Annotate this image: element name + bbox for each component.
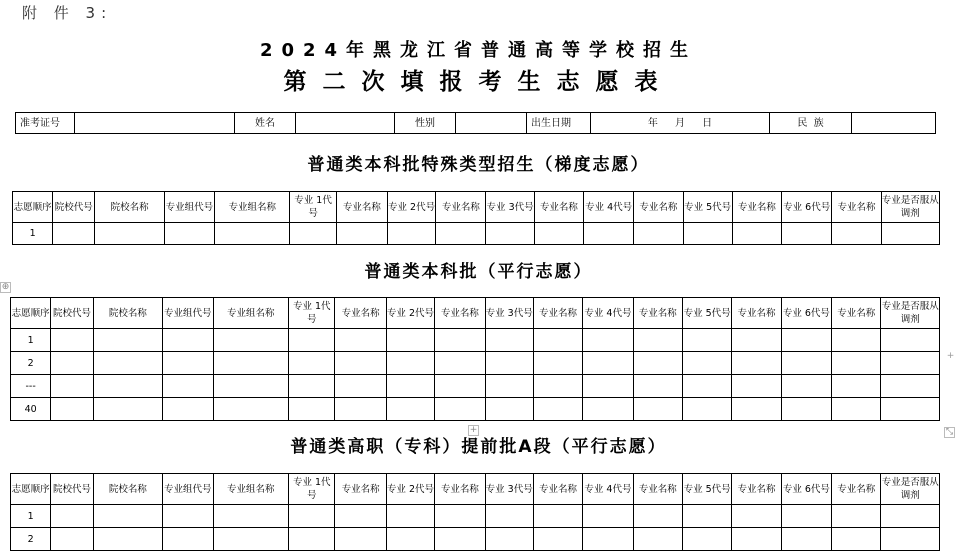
column-header-major4-code: 专业 4代号 xyxy=(583,192,633,223)
add-row-icon[interactable]: + xyxy=(469,425,478,435)
volunteer-table-undergrad-parallel xyxy=(10,297,940,421)
cell-school-name[interactable] xyxy=(93,375,163,398)
cell-major2-code[interactable] xyxy=(386,398,434,421)
column-header-major4-code: 专业 4代号 xyxy=(583,474,633,505)
table-row xyxy=(11,329,940,352)
cell-major2-name[interactable] xyxy=(435,505,485,528)
cell-major1-name[interactable] xyxy=(335,528,386,551)
cell-major1-code[interactable] xyxy=(289,352,335,375)
cell-school-code[interactable] xyxy=(51,505,93,528)
cell-group-name[interactable] xyxy=(213,505,289,528)
column-header-group-code: 专业组代号 xyxy=(163,298,213,329)
column-header-major2-code: 专业 2代号 xyxy=(386,298,434,329)
column-header-accept-adjust: 专业是否服从调剂 xyxy=(881,298,940,329)
cell-major3-name[interactable] xyxy=(533,505,582,528)
cell-group-code[interactable] xyxy=(163,352,213,375)
cell-major2-name[interactable] xyxy=(435,375,485,398)
cell-major3-code[interactable] xyxy=(485,375,533,398)
cell-major6-code[interactable] xyxy=(781,352,831,375)
column-header-school-code: 院校代号 xyxy=(51,474,93,505)
section-title-undergrad-parallel: 普通类本科批（平行志愿） xyxy=(364,262,593,282)
column-header-accept-adjust: 专业是否服从调剂 xyxy=(881,474,940,505)
cell-school-name[interactable] xyxy=(95,223,164,245)
cell-major5-name[interactable] xyxy=(732,375,781,398)
column-header-major5-code: 专业 5代号 xyxy=(683,192,732,223)
cell-major4-code[interactable] xyxy=(583,352,633,375)
cell-accept-adjust[interactable] xyxy=(881,352,940,375)
cell-major3-name[interactable] xyxy=(533,398,582,421)
cell-school-name[interactable] xyxy=(93,505,163,528)
column-header-major3-code: 专业 3代号 xyxy=(486,192,534,223)
cell-school-name[interactable] xyxy=(93,398,163,421)
cell-school-code[interactable] xyxy=(51,329,93,352)
row-order-number: 1 xyxy=(13,223,53,245)
column-header-major4-name: 专业名称 xyxy=(633,298,682,329)
column-header-major4-code: 专业 4代号 xyxy=(583,298,633,329)
cell-major1-code[interactable] xyxy=(289,398,335,421)
cell-school-code[interactable] xyxy=(53,223,95,245)
row-order-number: 2 xyxy=(11,352,51,375)
cell-major5-name[interactable] xyxy=(732,329,781,352)
title-line-1: 2024年黑龙江省普通高等学校招生 xyxy=(259,40,698,61)
cell-major1-name[interactable] xyxy=(335,398,386,421)
table-move-handle-icon[interactable]: ⊕ xyxy=(1,282,10,292)
cell-school-code[interactable] xyxy=(51,352,93,375)
cell-major5-name[interactable] xyxy=(732,352,781,375)
table-row xyxy=(11,398,940,421)
cell-major1-name[interactable] xyxy=(335,352,386,375)
column-header-order: 志愿顺序 xyxy=(11,298,51,329)
column-header-order: 志愿顺序 xyxy=(11,474,51,505)
cell-major6-name[interactable] xyxy=(832,528,881,551)
cell-major4-name[interactable] xyxy=(633,329,682,352)
cell-major3-name[interactable] xyxy=(533,329,582,352)
cell-major3-code[interactable] xyxy=(485,505,533,528)
cell-major5-name[interactable] xyxy=(732,223,781,245)
cell-major4-name[interactable] xyxy=(633,505,682,528)
column-header-major5-code: 专业 5代号 xyxy=(682,474,731,505)
cell-major4-name[interactable] xyxy=(633,528,682,551)
cell-major2-code[interactable] xyxy=(386,329,434,352)
cell-major4-code[interactable] xyxy=(583,398,633,421)
section-title-special-type: 普通类本科批特殊类型招生（梯度志愿） xyxy=(307,155,650,175)
cell-group-name[interactable] xyxy=(213,329,289,352)
column-header-major6-code: 专业 6代号 xyxy=(781,474,831,505)
admission-no-label: 准考证号 xyxy=(16,113,75,134)
column-header-major2-name: 专业名称 xyxy=(435,298,485,329)
column-header-major1-code: 专业 1代号 xyxy=(289,474,335,505)
column-header-major6-name: 专业名称 xyxy=(832,474,881,505)
cell-major3-code[interactable] xyxy=(485,398,533,421)
column-header-major1-name: 专业名称 xyxy=(336,192,387,223)
name-label: 姓名 xyxy=(235,113,296,134)
column-header-school-code: 院校代号 xyxy=(53,192,95,223)
candidate-info-table xyxy=(15,112,936,134)
cell-accept-adjust[interactable] xyxy=(881,528,940,551)
column-header-major1-code: 专业 1代号 xyxy=(289,298,335,329)
title-line-2: 第二次填报考生志愿表 xyxy=(283,69,674,95)
cell-school-code[interactable] xyxy=(51,528,93,551)
cell-major6-name[interactable] xyxy=(832,375,881,398)
column-header-major6-name: 专业名称 xyxy=(832,192,881,223)
cell-group-name[interactable] xyxy=(213,528,289,551)
column-header-group-name: 专业组名称 xyxy=(213,474,289,505)
cell-major1-code[interactable] xyxy=(289,375,335,398)
cell-major6-name[interactable] xyxy=(832,223,881,245)
cell-major5-name[interactable] xyxy=(732,398,781,421)
cell-accept-adjust[interactable] xyxy=(881,329,940,352)
cell-major3-name[interactable] xyxy=(533,352,582,375)
add-column-icon[interactable]: + xyxy=(946,351,955,361)
cell-major5-code[interactable] xyxy=(682,505,731,528)
cell-accept-adjust[interactable] xyxy=(881,375,940,398)
cell-major5-code[interactable] xyxy=(682,352,731,375)
ethnicity-field[interactable] xyxy=(852,113,936,134)
ethnicity-label: 民 族 xyxy=(770,113,852,134)
cell-major6-code[interactable] xyxy=(781,528,831,551)
cell-major2-code[interactable] xyxy=(386,505,434,528)
cell-major3-name[interactable] xyxy=(533,375,582,398)
cell-major6-code[interactable] xyxy=(781,398,831,421)
cell-major6-name[interactable] xyxy=(832,329,881,352)
cell-major4-name[interactable] xyxy=(633,352,682,375)
cell-major2-code[interactable] xyxy=(386,352,434,375)
cell-major2-name[interactable] xyxy=(435,352,485,375)
table-row xyxy=(11,528,940,551)
column-header-group-name: 专业组名称 xyxy=(213,298,289,329)
cell-major5-code[interactable] xyxy=(682,329,731,352)
column-header-major2-name: 专业名称 xyxy=(435,474,485,505)
column-header-major6-code: 专业 6代号 xyxy=(782,192,832,223)
gender-label: 性别 xyxy=(395,113,456,134)
cell-school-name[interactable] xyxy=(93,329,163,352)
column-header-school-name: 院校名称 xyxy=(93,474,163,505)
column-header-major6-code: 专业 6代号 xyxy=(781,298,831,329)
cell-major2-name[interactable] xyxy=(436,223,486,245)
column-header-group-code: 专业组代号 xyxy=(164,192,214,223)
cell-major5-code[interactable] xyxy=(682,375,731,398)
cell-group-code[interactable] xyxy=(163,528,213,551)
row-order-number: --- xyxy=(11,375,51,398)
column-header-school-name: 院校名称 xyxy=(95,192,164,223)
cell-major3-name[interactable] xyxy=(533,528,582,551)
column-header-major3-name: 专业名称 xyxy=(533,474,582,505)
cell-group-code[interactable] xyxy=(163,375,213,398)
cell-major4-code[interactable] xyxy=(583,223,633,245)
column-header-major1-code: 专业 1代号 xyxy=(290,192,336,223)
cell-group-code[interactable] xyxy=(163,398,213,421)
column-header-school-name: 院校名称 xyxy=(93,298,163,329)
cell-major3-code[interactable] xyxy=(485,352,533,375)
cell-major1-code[interactable] xyxy=(289,505,335,528)
cell-group-code[interactable] xyxy=(163,329,213,352)
volunteer-table-vocational-advance xyxy=(10,473,940,551)
table-row xyxy=(13,223,940,245)
cell-major4-code[interactable] xyxy=(583,505,633,528)
cell-major6-code[interactable] xyxy=(781,329,831,352)
column-header-order: 志愿顺序 xyxy=(13,192,53,223)
cell-group-name[interactable] xyxy=(215,223,290,245)
cell-major5-code[interactable] xyxy=(682,528,731,551)
column-header-major1-name: 专业名称 xyxy=(335,474,386,505)
column-header-major2-code: 专业 2代号 xyxy=(386,474,434,505)
column-header-major5-name: 专业名称 xyxy=(732,192,781,223)
cell-major1-name[interactable] xyxy=(335,505,386,528)
column-header-major4-name: 专业名称 xyxy=(634,192,683,223)
column-header-major1-name: 专业名称 xyxy=(335,298,386,329)
cell-major5-name[interactable] xyxy=(732,528,781,551)
table-resize-handle-icon[interactable]: ⤡ xyxy=(945,427,954,437)
birth-date-label: 出生日期 xyxy=(527,113,591,134)
cell-major6-name[interactable] xyxy=(832,398,881,421)
column-header-major3-name: 专业名称 xyxy=(533,298,582,329)
birth-date-field[interactable]: 年 月 日 xyxy=(591,113,770,134)
cell-major4-code[interactable] xyxy=(583,329,633,352)
cell-major5-code[interactable] xyxy=(682,398,731,421)
column-header-major5-name: 专业名称 xyxy=(732,474,781,505)
cell-major2-code[interactable] xyxy=(386,528,434,551)
attachment-label: 附 件 3: xyxy=(22,4,113,22)
column-header-group-code: 专业组代号 xyxy=(163,474,213,505)
cell-school-code[interactable] xyxy=(51,375,93,398)
column-header-school-code: 院校代号 xyxy=(51,298,93,329)
cell-major1-code[interactable] xyxy=(289,528,335,551)
row-order-number: 1 xyxy=(11,329,51,352)
row-order-number: 40 xyxy=(11,398,51,421)
cell-major5-code[interactable] xyxy=(683,223,732,245)
column-header-major2-code: 专业 2代号 xyxy=(387,192,435,223)
table-row xyxy=(11,352,940,375)
column-header-major3-code: 专业 3代号 xyxy=(485,298,533,329)
table-row xyxy=(11,505,940,528)
cell-group-name[interactable] xyxy=(213,398,289,421)
cell-major6-name[interactable] xyxy=(832,505,881,528)
name-field[interactable] xyxy=(296,113,395,134)
column-header-major6-name: 专业名称 xyxy=(832,298,881,329)
cell-major2-name[interactable] xyxy=(435,329,485,352)
cell-major4-name[interactable] xyxy=(633,375,682,398)
cell-major3-code[interactable] xyxy=(485,528,533,551)
table-row xyxy=(11,375,940,398)
column-header-major3-code: 专业 3代号 xyxy=(485,474,533,505)
cell-accept-adjust[interactable] xyxy=(881,505,940,528)
cell-group-name[interactable] xyxy=(213,375,289,398)
cell-major6-code[interactable] xyxy=(781,375,831,398)
row-order-number: 1 xyxy=(11,505,51,528)
cell-major2-name[interactable] xyxy=(435,528,485,551)
cell-major5-name[interactable] xyxy=(732,505,781,528)
cell-school-name[interactable] xyxy=(93,352,163,375)
section-title-vocational-advance: 普通类高职（专科）提前批A段（平行志愿） xyxy=(290,437,667,457)
volunteer-table-special-type xyxy=(12,191,940,245)
cell-major2-code[interactable] xyxy=(386,375,434,398)
cell-major2-code[interactable] xyxy=(387,223,435,245)
cell-major2-name[interactable] xyxy=(435,398,485,421)
cell-major6-code[interactable] xyxy=(781,505,831,528)
cell-group-name[interactable] xyxy=(213,352,289,375)
cell-school-name[interactable] xyxy=(93,528,163,551)
cell-major3-code[interactable] xyxy=(486,223,534,245)
column-header-major5-code: 专业 5代号 xyxy=(682,298,731,329)
column-header-group-name: 专业组名称 xyxy=(215,192,290,223)
cell-accept-adjust[interactable] xyxy=(881,223,939,245)
column-header-major3-name: 专业名称 xyxy=(534,192,583,223)
cell-group-code[interactable] xyxy=(163,505,213,528)
cell-major6-code[interactable] xyxy=(782,223,832,245)
column-header-major5-name: 专业名称 xyxy=(732,298,781,329)
column-header-accept-adjust: 专业是否服从调剂 xyxy=(881,192,939,223)
cell-major6-name[interactable] xyxy=(832,352,881,375)
cell-major3-name[interactable] xyxy=(534,223,583,245)
cell-school-code[interactable] xyxy=(51,398,93,421)
cell-major4-name[interactable] xyxy=(634,223,683,245)
cell-major1-name[interactable] xyxy=(335,329,386,352)
cell-major1-name[interactable] xyxy=(336,223,387,245)
cell-major1-name[interactable] xyxy=(335,375,386,398)
cell-major1-code[interactable] xyxy=(289,329,335,352)
gender-field[interactable] xyxy=(456,113,527,134)
row-order-number: 2 xyxy=(11,528,51,551)
cell-major4-code[interactable] xyxy=(583,528,633,551)
cell-major3-code[interactable] xyxy=(485,329,533,352)
cell-major1-code[interactable] xyxy=(290,223,336,245)
column-header-major2-name: 专业名称 xyxy=(436,192,486,223)
cell-group-code[interactable] xyxy=(164,223,214,245)
column-header-major4-name: 专业名称 xyxy=(633,474,682,505)
cell-major4-code[interactable] xyxy=(583,375,633,398)
admission-no-field[interactable] xyxy=(75,113,235,134)
cell-accept-adjust[interactable] xyxy=(881,398,940,421)
cell-major4-name[interactable] xyxy=(633,398,682,421)
